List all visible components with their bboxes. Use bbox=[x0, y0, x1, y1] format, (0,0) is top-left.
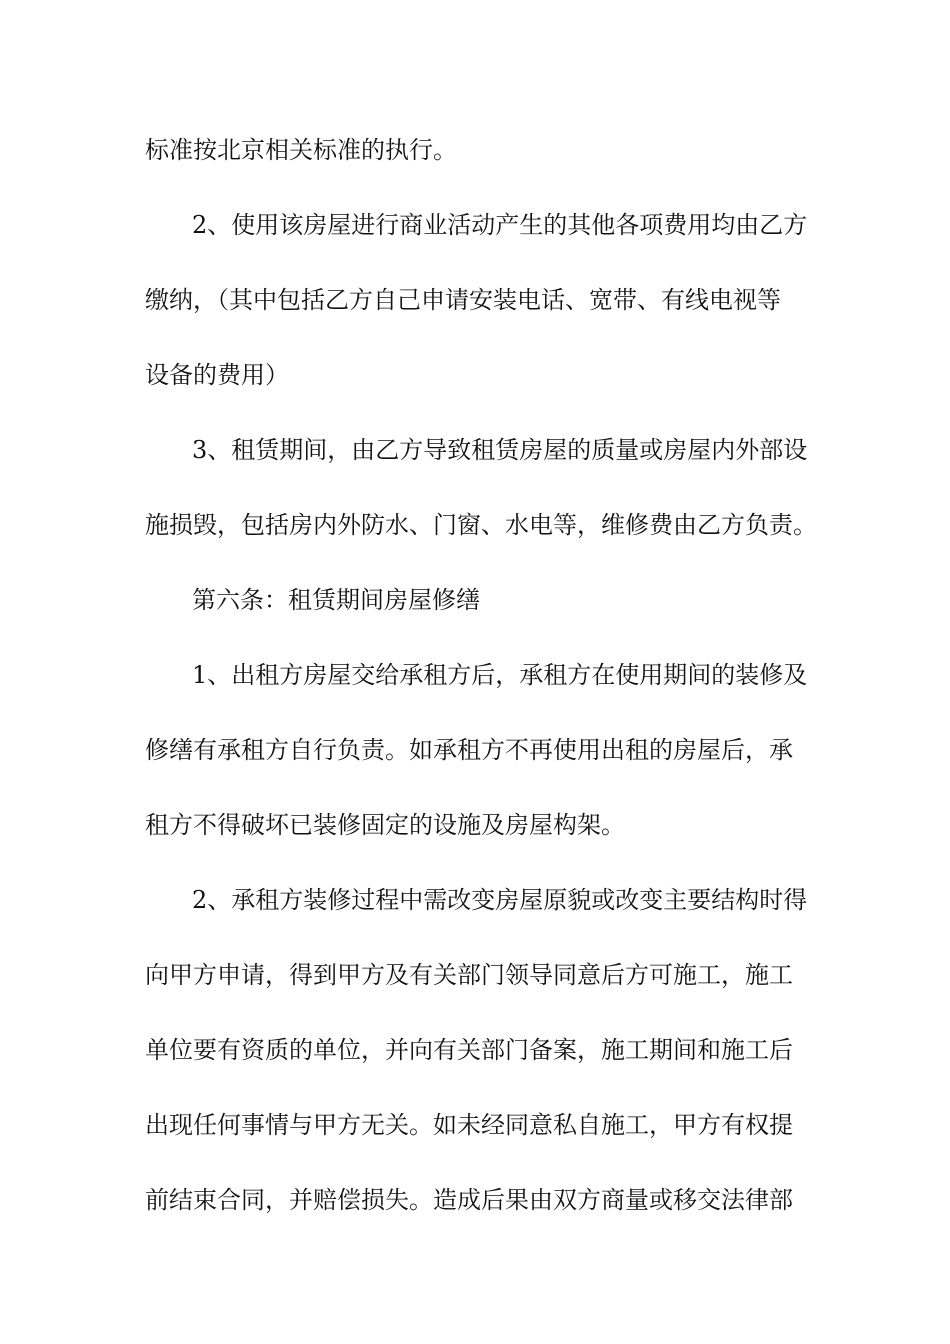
text-line: 向甲方申请，得到甲方及有关部门领导同意后方可施工，施工 bbox=[145, 961, 793, 989]
section-heading: 第六条：租赁期间房屋修缮 bbox=[192, 586, 480, 614]
text-line: 1、出租方房屋交给承租方后，承租方在使用期间的装修及 bbox=[192, 661, 808, 689]
text-line: 前结束合同，并赔偿损失。造成后果由双方商量或移交法律部 bbox=[145, 1186, 793, 1214]
text-line: 修缮有承租方自行负责。如承租方不再使用出租的房屋后，承 bbox=[145, 736, 793, 764]
text-line: 施损毁，包括房内外防水、门窗、水电等，维修费由乙方负责。 bbox=[145, 511, 817, 539]
text-line: 3、租赁期间，由乙方导致租赁房屋的质量或房屋内外部设 bbox=[192, 436, 808, 464]
text-line: 2、使用该房屋进行商业活动产生的其他各项费用均由乙方 bbox=[192, 211, 808, 239]
text-line: 出现任何事情与甲方无关。如未经同意私自施工，甲方有权提 bbox=[145, 1111, 793, 1139]
text-line: 标准按北京相关标准的执行。 bbox=[145, 136, 457, 164]
text-line: 单位要有资质的单位，并向有关部门备案，施工期间和施工后 bbox=[145, 1036, 793, 1064]
text-line: 租方不得破坏已装修固定的设施及房屋构架。 bbox=[145, 811, 625, 839]
text-line: 2、承租方装修过程中需改变房屋原貌或改变主要结构时得 bbox=[192, 886, 808, 914]
text-line: 设备的费用） bbox=[145, 361, 289, 389]
text-line: 缴纳，（其中包括乙方自己申请安装电话、宽带、有线电视等 bbox=[145, 286, 781, 314]
